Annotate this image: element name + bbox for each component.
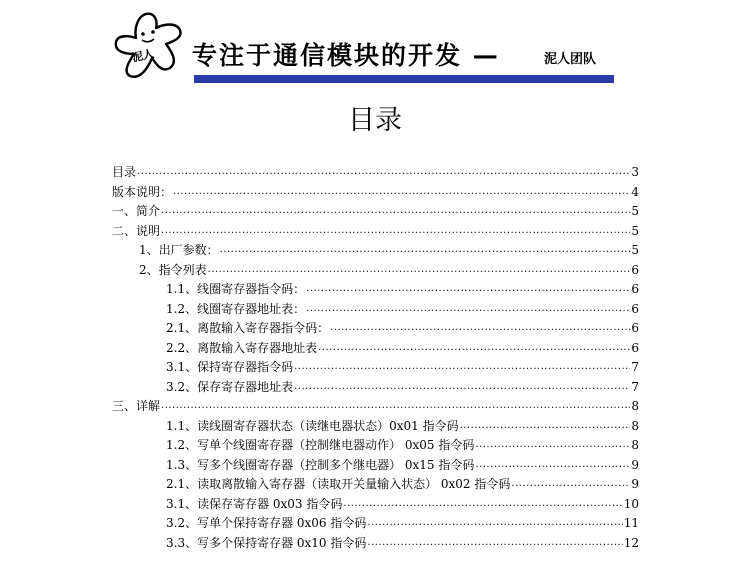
toc-entry-page-number: 5 [631, 204, 639, 218]
toc-entry-label: 1.1、读线圈寄存器状态（读继电器状态）0x01 指令码 [166, 418, 459, 433]
toc-entry[interactable] [166, 495, 639, 513]
toc-entry-label: 2.1、读取离散输入寄存器（读取开关量输入状态） 0x02 指令码 [166, 477, 511, 491]
toc-entry[interactable] [112, 202, 639, 220]
toc-dot-leader [208, 261, 631, 279]
toc-entry-page-number: 5 [631, 223, 639, 238]
toc-entry-page-number: 8 [631, 399, 639, 413]
toc-entry-label: 1.2、写单个线圈寄存器（控制继电器动作） 0x05 指令码 [166, 438, 475, 452]
toc-entry[interactable] [166, 514, 639, 532]
toc-entry-page-number: 9 [631, 477, 639, 491]
toc-entry[interactable] [166, 456, 639, 474]
toc-entry[interactable] [166, 378, 639, 396]
toc-dot-leader [343, 495, 622, 513]
toc-entry-page-number: 6 [631, 301, 639, 316]
toc-entry-page-number: 12 [623, 535, 639, 550]
toc-entry[interactable] [166, 358, 639, 376]
toc-entry-label: 三、详解 [112, 399, 161, 413]
document-header [110, 8, 630, 88]
toc-entry-page-number: 4 [631, 184, 639, 199]
slogan-text: 专注于通信模块的开发 [192, 41, 463, 70]
header-underline-bar [194, 75, 614, 83]
toc-dot-leader [460, 417, 631, 435]
toc-entry-label: 3.2、保存寄存器地址表 [166, 379, 294, 394]
toc-dot-leader [161, 202, 630, 220]
toc-dot-leader [367, 534, 622, 552]
toc-entry-page-number: 7 [631, 360, 639, 374]
toc-entry-page-number: 8 [631, 438, 639, 452]
toc-entry[interactable] [166, 280, 639, 298]
toc-dot-leader [475, 456, 630, 474]
toc-entry-label: 一、简介 [112, 204, 161, 218]
slogan-dash: — [472, 41, 500, 70]
toc-entry[interactable] [166, 534, 639, 552]
toc-dot-leader [294, 358, 630, 376]
toc-dot-leader [173, 183, 630, 201]
toc-entry-page-number: 6 [631, 262, 639, 277]
team-name: 泥人团队 [544, 52, 597, 67]
toc-entry[interactable] [112, 163, 639, 181]
toc-dot-leader [161, 397, 630, 415]
toc-dot-leader [475, 436, 630, 454]
toc-dot-leader [220, 241, 631, 259]
toc-entry-label: 3.3、写多个保持寄存器 0x10 指令码 [166, 535, 367, 550]
toc-entry[interactable] [112, 397, 639, 415]
toc-entry-label: 1.2、线圈寄存器地址表： [166, 301, 306, 316]
toc-dot-leader [306, 280, 630, 298]
toc-entry[interactable] [112, 183, 639, 201]
toc-entry-label: 3.1、保持寄存器指令码 [166, 360, 294, 374]
toc-entry[interactable] [166, 300, 639, 318]
toc-entry-label: 3.1、读保存寄存器 0x03 指令码 [166, 496, 343, 511]
toc-entry[interactable] [166, 339, 639, 357]
toc-entry-label: 二、说明 [112, 223, 161, 238]
toc-entry[interactable] [112, 222, 639, 240]
mud-man-logo [110, 10, 190, 86]
toc-entry-page-number: 8 [631, 418, 639, 433]
toc-entry-label: 2.2、离散输入寄存器地址表 [166, 340, 318, 355]
toc-entry[interactable] [139, 241, 639, 259]
toc-entry-label: 2.1、离散输入寄存器指令码： [166, 321, 330, 335]
logo-text: 泥人 [130, 47, 156, 65]
toc-entry-page-number: 10 [623, 496, 639, 511]
toc-entry[interactable] [166, 436, 639, 454]
toc-entry[interactable] [166, 475, 639, 493]
toc-entry-label: 1.3、写多个线圈寄存器（控制多个继电器） 0x15 指令码 [166, 457, 475, 472]
toc-entry-label: 1.1、线圈寄存器指令码： [166, 282, 306, 296]
toc-entry-page-number: 5 [631, 243, 639, 257]
toc-dot-leader [511, 475, 630, 493]
toc-entry-label: 1、出厂参数： [139, 243, 219, 257]
toc-dot-leader [330, 319, 630, 337]
toc-entry-page-number: 11 [623, 516, 639, 530]
toc-entry[interactable] [139, 261, 639, 279]
toc-entry-page-number: 6 [631, 282, 639, 296]
toc-dot-leader [367, 514, 622, 532]
toc-entry-label: 版本说明： [112, 184, 173, 199]
toc-entry-page-number: 7 [631, 379, 639, 394]
toc-entry-label: 2、指令列表 [139, 262, 207, 277]
toc-entry-label: 3.2、写单个保持寄存器 0x06 指令码 [166, 516, 367, 530]
toc-entry-label: 目录 [112, 165, 137, 179]
toc-entry-page-number: 9 [631, 457, 639, 472]
page-title: 目录 [348, 105, 402, 136]
slogan [192, 36, 500, 72]
toc-dot-leader [161, 222, 630, 240]
toc-dot-leader [306, 300, 630, 318]
toc-dot-leader [294, 378, 630, 396]
toc-dot-leader [318, 339, 630, 357]
toc-entry[interactable] [166, 417, 639, 435]
toc-entry-page-number: 3 [631, 165, 639, 179]
toc-dot-leader [137, 163, 630, 181]
toc-entry-page-number: 6 [631, 340, 639, 355]
toc-entry[interactable] [166, 319, 639, 337]
toc-entry-page-number: 6 [631, 321, 639, 335]
